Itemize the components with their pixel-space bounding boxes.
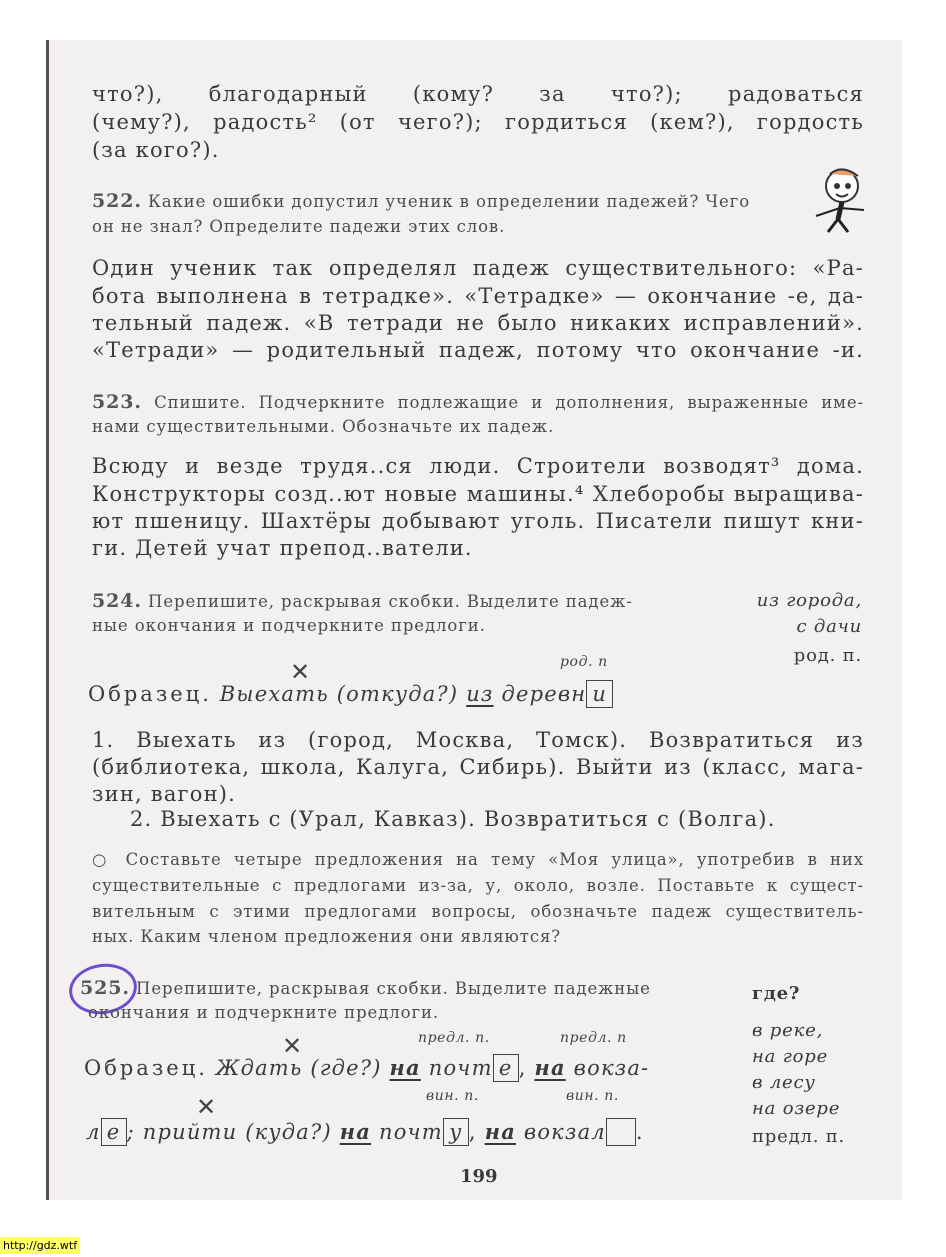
case-annotation: вин. п.	[426, 1088, 479, 1104]
sample-preposition: на	[534, 1055, 566, 1080]
extra-task: ○ Составьте четыре предложения на тему «Моя улица», употребив в них	[92, 850, 864, 869]
exercise-number: 522.	[92, 190, 142, 212]
text-line: (за кого?).	[92, 138, 220, 162]
margin-case: предл. п.	[752, 1126, 846, 1147]
sample-preposition: на	[484, 1119, 517, 1144]
extra-task: вительным с этими предлогами вопросы, обозначьте падеж существитель-	[92, 902, 864, 921]
exercise-number: 523.	[92, 391, 142, 413]
exercise-525-task	[80, 977, 651, 999]
margin-example: в лесу	[752, 1072, 816, 1093]
sample-preposition: из	[466, 682, 494, 706]
sample-stem: л	[86, 1120, 101, 1144]
margin-question: где?	[752, 983, 801, 1004]
sample-line	[88, 680, 613, 708]
text-line: (библиотека, школа, Калуга, Сибирь). Выйти из (класс, мага-	[92, 755, 864, 779]
margin-example: на горе	[752, 1046, 829, 1067]
extra-task: существительные с предлогами из-за, у, около, возле. Поставьте к сущест-	[92, 876, 864, 895]
case-annotation: вин. п.	[566, 1088, 619, 1104]
task-text: окончания и подчеркните предлоги.	[88, 1003, 440, 1022]
margin-case: род. п.	[793, 645, 862, 666]
task-text: он не знал? Определите падежи этих слов.	[92, 217, 506, 236]
sample-stem: почт	[428, 1056, 493, 1080]
sample-line: Образец. Ждать (где?) на почт е , на вокза-	[84, 1055, 650, 1080]
cross-mark-icon: ✕	[196, 1093, 217, 1121]
ending-box: и	[586, 680, 613, 708]
sample-stem: вокзал	[523, 1120, 606, 1144]
task-text: ные окончания и подчеркните предлоги.	[92, 616, 486, 635]
case-annotation: предл. п.	[418, 1030, 490, 1046]
margin-example: с дачи	[796, 616, 862, 637]
sample-label: Образец.	[88, 682, 212, 706]
sample-verb: ; прийти (куда?)	[126, 1120, 332, 1144]
text-line: 2. Выехать с (Урал, Кавказ). Возвратиться с (Волга).	[130, 807, 776, 831]
text-line: ют пшеницу. Шахтёры добывают уголь. Писатели пишут кни-	[92, 509, 864, 533]
watermark-link[interactable]: http://gdz.wtf	[0, 1237, 80, 1254]
text-line: бота выполнена в тетрадке». «Тетрадке» — окончание -е, да-	[92, 284, 864, 308]
sample-stem: почт	[378, 1120, 443, 1144]
sample-label: Образец.	[84, 1056, 208, 1080]
text-line: Один ученик так определял падеж существительного: «Ра-	[92, 256, 864, 280]
extra-task: ных. Каким членом предложения они являются?	[92, 927, 562, 946]
case-annotation: предл. п	[560, 1030, 627, 1046]
task-text: Перепишите, раскрывая скобки. Выделите падежные	[136, 979, 651, 998]
margin-example: на озере	[752, 1098, 841, 1119]
exercise-number: 525.	[80, 977, 130, 999]
sample-preposition: на	[389, 1055, 421, 1080]
margin-example: в реке,	[752, 1020, 824, 1041]
sample-line: л е ; прийти (куда?) на почт у , на вокзал .	[86, 1119, 644, 1144]
cross-mark-icon: ✕	[290, 658, 311, 686]
text-line: (чему?), радость² (от чего?); гордиться (кем?), гордость	[92, 110, 864, 134]
task-text: Спишите. Подчеркните подлежащие и дополнения, выраженные име-	[154, 393, 864, 412]
exercise-522-task	[92, 190, 750, 212]
text-line: Всюду и везде трудя..ся люди. Строители возводят³ дома.	[92, 454, 864, 478]
ending-box-empty	[606, 1118, 636, 1146]
text-line: «Тетради» — родительный падеж, потому что окончание -и.	[92, 338, 864, 362]
cartoon-figure-icon	[808, 164, 868, 236]
sample-preposition: на	[339, 1119, 372, 1144]
text-line: ги. Детей учат препод..ватели.	[92, 536, 473, 560]
task-text: Перепишите, раскрывая скобки. Выделите падеж-	[148, 592, 633, 611]
page-number: 199	[460, 1166, 498, 1187]
case-annotation: род. п	[560, 654, 608, 670]
sample-stem: деревн	[501, 682, 587, 706]
sample-verb: Выехать (откуда?)	[219, 682, 459, 706]
ending-box: е	[101, 1118, 127, 1146]
text-line: что?), благодарный (кому? за что?); радоваться	[92, 82, 864, 106]
text-line: 1. Выехать из (город, Москва, Томск). Возвратиться из	[92, 728, 864, 752]
margin-example: из города,	[756, 590, 862, 611]
sample-stem: вокза-	[573, 1056, 650, 1080]
text-line: тельный падеж. «В тетради не было никаких исправлений».	[92, 311, 864, 335]
ending-box: у	[443, 1118, 469, 1146]
task-text: Какие ошибки допустил ученик в определении падежей? Чего	[148, 192, 751, 211]
exercise-number: 524.	[92, 590, 142, 612]
ending-box: е	[493, 1054, 519, 1082]
exercise-523-task	[92, 391, 864, 413]
cross-mark-icon: ✕	[282, 1032, 303, 1060]
exercise-524-task	[92, 590, 633, 612]
text-line: Конструкторы созд..ют новые машины.⁴ Хлеборобы выращива-	[92, 482, 864, 506]
sample-verb: Ждать (где?)	[215, 1056, 382, 1080]
text-line: зин, вагон).	[92, 782, 237, 806]
task-text: нами существительными. Обозначьте их падеж.	[92, 417, 555, 436]
